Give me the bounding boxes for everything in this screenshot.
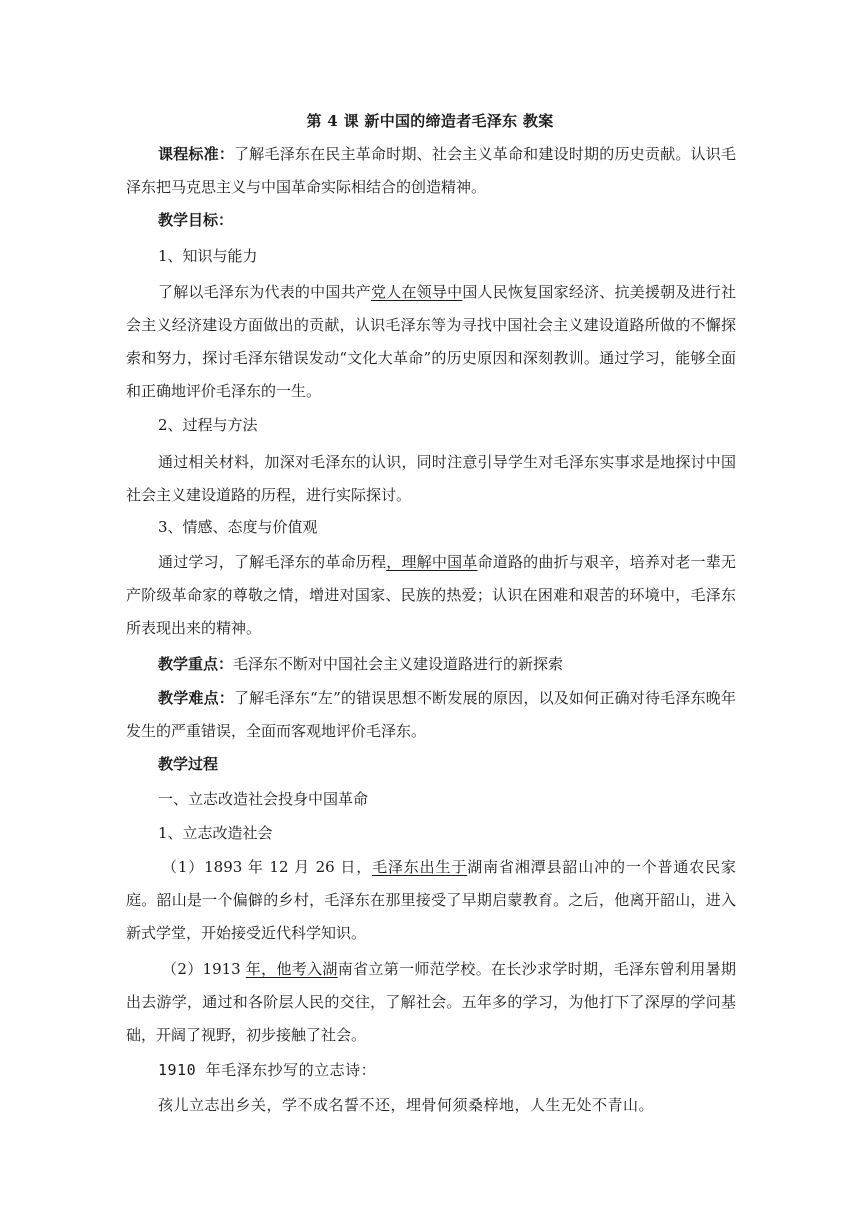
teaching-goals-heading: 教学目标：: [158, 211, 234, 229]
subsection1-heading: 1、立志改造社会: [158, 824, 273, 842]
underlined-text: ，理解中国革: [386, 553, 478, 571]
section1-heading: 一、立志改造社会投身中国革命: [158, 790, 369, 808]
goal2-heading: 2、过程与方法: [158, 416, 258, 434]
poem-text: 孩儿立志出乡关，学不成名誓不还，埋骨何须桑梓地，人生无处不青山。: [158, 1096, 655, 1114]
key-point-paragraph: [126, 648, 736, 681]
key-point-label: 教学重点：: [158, 655, 234, 673]
underlined-text: 毛泽东出生于: [372, 858, 468, 876]
goal3-heading: 3、情感、态度与价值观: [158, 518, 318, 536]
key-point-text: 毛泽东不断对中国社会主义建设道路进行的新探索: [233, 655, 564, 673]
poem-intro: 1910 年毛泽东抄写的立志诗：: [158, 1061, 377, 1079]
difficulty-label: 教学难点：: [158, 689, 235, 707]
birth-paragraph: （1）1893 年 12 月 26 日，毛泽东出生于湖南省湘潭县韶山冲的一个普通农民家庭。韶山是一个偏僻的乡村，毛泽东在那里接受了早期启蒙教育。之后，他离开韶山，进入新式学堂，开始接受近代科学知识。: [126, 858, 736, 942]
underlined-text: 年，他考入湖: [245, 960, 338, 978]
teaching-process-heading: 教学过程: [158, 755, 219, 773]
school-paragraph: （2）1913 年，他考入湖南省立第一师范学校。在长沙求学时期，毛泽东曾利用暑期出去游学，通过和各阶层人民的交往，了解社会。五年多的学习，为他打下了深厚的学问基础，开阔了视野，初步接触了社会。: [126, 960, 736, 1044]
goal2-paragraph: 通过相关材料，加深对毛泽东的认识，同时注意引导学生对毛泽东实事求是地探讨中国社会主义建设道路的历程，进行实际探讨。: [126, 453, 736, 504]
goal3-paragraph: 通过学习，了解毛泽东的革命历程，理解中国革命道路的曲折与艰辛，培养对老一辈无产阶级革命家的尊敬之情，增进对国家、民族的热爱；认识在困难和艰苦的环境中，毛泽东所表现出来的精神。: [126, 553, 736, 637]
goal1-heading: 1、知识与能力: [158, 247, 258, 265]
goal1-paragraph: 了解以毛泽东为代表的中国共产党人在领导中国人民恢复国家经济、抗美援朝及进行社会主义经济建设方面做出的贡献，认识毛泽东等为寻找中国社会主义建设道路所做的不懈探索和努力，探讨毛泽东错误发动“文化大革命”的历史原因和深刻教训。通过学习，能够全面和正确地评价毛泽东的一生。: [126, 283, 736, 400]
course-standard-label: 课程标准：: [158, 145, 235, 163]
document-title: 第 4 课 新中国的缔造者毛泽东 教案: [306, 112, 554, 130]
course-standard-paragraph: [126, 138, 736, 204]
course-standard-text: 了解毛泽东在民主革命时期、社会主义革命和建设时期的历史贡献。认识毛泽东把马克思主义与中国革命实际相结合的创造精神。: [126, 145, 736, 196]
underlined-text: 党人在领导中: [371, 283, 463, 301]
difficulty-text: 了解毛泽东“左”的错误思想不断发展的原因，以及如何正确对待毛泽东晚年发生的严重错误，全面而客观地评价毛泽东。: [126, 689, 736, 740]
difficulty-paragraph: [126, 682, 736, 748]
